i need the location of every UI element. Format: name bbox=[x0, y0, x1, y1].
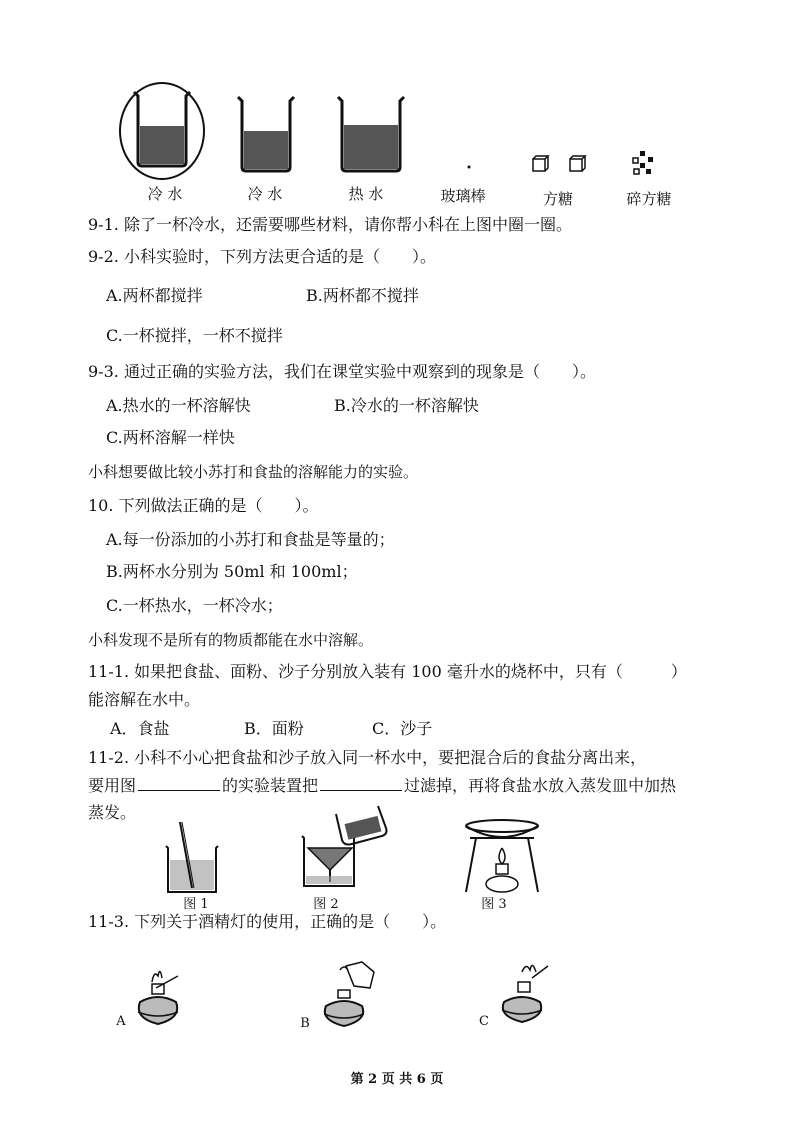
q9-3-option-c: C.两杯溶解一样快 bbox=[106, 428, 235, 447]
q11-2-text-a: 要用图 bbox=[88, 776, 137, 795]
q11-3-option-a-label: A bbox=[116, 1014, 126, 1029]
q10-option-b: B.两杯水分别为 50ml 和 100ml； bbox=[106, 562, 358, 581]
q11-1-option-c: C．沙子 bbox=[372, 719, 433, 738]
q9-2-option-b: B.两杯都不搅拌 bbox=[306, 286, 419, 305]
q11-3-option-b-label: B bbox=[300, 1016, 310, 1031]
glass-rod-icon bbox=[466, 164, 472, 170]
answer-blank-figure[interactable] bbox=[138, 776, 220, 791]
material-label-4: 玻璃棒 bbox=[440, 187, 486, 205]
material-label-1: 冷 水 bbox=[147, 185, 183, 203]
material-label-5: 方糖 bbox=[542, 190, 573, 208]
sugar-cube-icon bbox=[532, 155, 592, 175]
figure-3-label: 图 3 bbox=[481, 897, 507, 912]
material-label-6: 碎方糖 bbox=[626, 190, 672, 208]
material-label-2: 冷 水 bbox=[247, 185, 283, 203]
question-9-3-stem: 9-3. 通过正确的实验方法，我们在课堂实验中观察到的现象是（ ）。 bbox=[88, 362, 596, 381]
q10-option-a: A.每一份添加的小苏打和食盐是等量的； bbox=[106, 530, 395, 549]
q11-3-option-c-label: C bbox=[479, 1014, 489, 1029]
question-11-1-stem-line2: 能溶解在水中。 bbox=[88, 690, 201, 709]
q9-2-option-c: C.一杯搅拌，一杯不搅拌 bbox=[106, 326, 283, 345]
figure-2-filtration bbox=[296, 806, 406, 886]
figure-2-label: 图 2 bbox=[313, 897, 339, 912]
alcohol-lamp-option-c bbox=[496, 958, 566, 1028]
q11-1-option-a: A．食盐 bbox=[110, 719, 170, 738]
question-11-2-line3: 蒸发。 bbox=[88, 803, 137, 822]
q11-2-text-b: 的实验装置把 bbox=[222, 776, 319, 795]
figure-3-evaporation bbox=[462, 818, 542, 898]
question-11-1-stem-line1: 11-1. 如果把食盐、面粉、沙子分别放入装有 100 毫升水的烧杯中，只有（ ） bbox=[88, 662, 687, 681]
q11-1-option-b: B．面粉 bbox=[244, 719, 304, 738]
beaker-cold-water-2 bbox=[236, 95, 296, 175]
figure-1-label: 图 1 bbox=[183, 897, 209, 912]
question-9-2-stem: 9-2. 小科实验时，下列方法更合适的是（ ）。 bbox=[88, 247, 436, 266]
material-label-3: 热 水 bbox=[348, 185, 384, 203]
beaker-cold-water-1 bbox=[132, 90, 192, 170]
alcohol-lamp-option-a bbox=[132, 962, 192, 1032]
question-11-2-line2 bbox=[88, 776, 676, 796]
crushed-sugar-icon bbox=[630, 150, 660, 178]
question-11-3-stem: 11-3. 下列关于酒精灯的使用，正确的是（ ）。 bbox=[88, 912, 447, 931]
figure-1-beaker-stirring bbox=[160, 820, 230, 900]
q11-2-text-c: 过滤掉，再将食盐水放入蒸发皿中加热 bbox=[404, 776, 677, 795]
question-11-2-line1: 11-2. 小科不小心把食盐和沙子放入同一杯水中，要把混合后的食盐分离出来， bbox=[88, 748, 647, 767]
q9-3-option-a: A.热水的一杯溶解快 bbox=[106, 396, 251, 415]
answer-blank-substance[interactable] bbox=[320, 776, 402, 791]
context-note-1: 小科想要做比较小苏打和食盐的溶解能力的实验。 bbox=[88, 463, 419, 481]
question-9-1: 9-1. 除了一杯冷水，还需要哪些材料，请你帮小科在上图中圈一圈。 bbox=[88, 215, 572, 234]
page-number: 第 2 页 共 6 页 bbox=[350, 1072, 444, 1087]
q9-2-option-a: A.两杯都搅拌 bbox=[106, 286, 203, 305]
context-note-2: 小科发现不是所有的物质都能在水中溶解。 bbox=[88, 631, 374, 649]
beaker-hot-water bbox=[336, 95, 406, 175]
question-10-stem: 10. 下列做法正确的是（ ）。 bbox=[88, 496, 319, 515]
alcohol-lamp-option-b bbox=[318, 960, 388, 1030]
q10-option-c: C.一杯热水，一杯冷水； bbox=[106, 596, 283, 615]
q9-3-option-b: B.冷水的一杯溶解快 bbox=[334, 396, 479, 415]
